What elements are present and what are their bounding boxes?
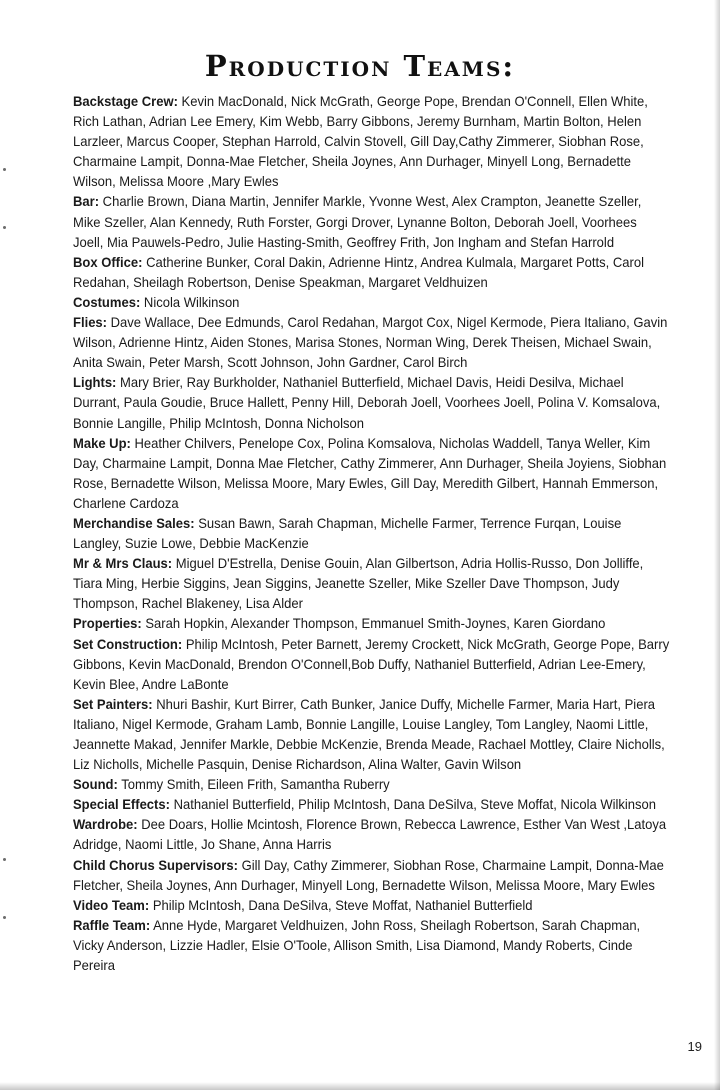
team-entry	[73, 915, 670, 975]
team-name: Sound:	[73, 776, 118, 793]
team-entry	[73, 433, 670, 513]
team-members: Dee Doars, Hollie Mcintosh, Florence Brown, Rebecca Lawrence, Esther Van West ,Latoya Adridge, Naomi Little, Jo Shane, Anna Harris	[73, 816, 667, 853]
team-entry	[73, 694, 670, 774]
team-name: Bar:	[73, 193, 100, 210]
team-members: Philip McIntosh, Peter Barnett, Jeremy Crockett, Nick McGrath, George Pope, Barry Gibbons, Kevin MacDonald, Brendon O'Connell,Bob Duffy, Nathaniel Butterfield, Adrian Lee-Emery, Kevin Blee, Andre LaBonte	[73, 635, 670, 692]
team-members: Anne Hyde, Margaret Veldhuizen, John Ross, Sheilagh Robertson, Sarah Chapman, Vicky Anderson, Lizzie Hadler, Elsie O'Toole, Allison Smith, Lisa Diamond, Mandy Roberts, Cinde Pereira	[73, 916, 641, 974]
team-entry	[73, 814, 670, 854]
punch-mark	[3, 916, 6, 919]
team-entry	[73, 634, 670, 694]
team-members: Charlie Brown, Diana Martin, Jennifer Markle, Yvonne West, Alex Crampton, Jeanette Szeller, Mike Szeller, Alan Kennedy, Ruth Forster, Gorgi Drover, Lynanne Bolton, Deborah Joell, Voorhees Joell, Mia Pauwels-Pedro, Julie Hasting-Smith, Geoffrey Frith, Jon Ingham and Stefan Harrold	[73, 193, 642, 250]
punch-mark	[3, 168, 6, 171]
team-members: Mary Brier, Ray Burkholder, Nathaniel Butterfield, Michael Davis, Heidi Desilva, Michael Durrant, Paula Goudie, Bruce Hallett, Penny Hill, Deborah Joell, Voorhees Joell, Polina V. Komsalova, Bonnie Langille, Philip McIntosh, Donna Nicholson	[73, 374, 661, 431]
team-entry	[73, 794, 670, 814]
team-entry	[73, 372, 670, 432]
team-members: Nhuri Bashir, Kurt Birrer, Cath Bunker, Janice Duffy, Michelle Farmer, Maria Hart, Piera Italiano, Nigel Kermode, Graham Lamb, Bonnie Langille, Louise Langley, Tom Langley, Naomi Little, Jeannette Makad, Jennifer Markle, Debbie McKenzie, Brenda Meade, Rachael Mottley, Claire Nicholls, Liz Nicholls, Michelle Pasquin, Denise Richardson, Alina Walter, Gavin Wilson	[73, 695, 665, 773]
scan-edge-shadow	[0, 1082, 720, 1090]
team-entry	[73, 252, 670, 292]
team-name: Costumes:	[73, 293, 141, 310]
team-entry	[73, 613, 670, 633]
team-name: Set Construction:	[73, 635, 183, 652]
team-name: Lights:	[73, 374, 117, 391]
team-members: Nicola Wilkinson	[143, 293, 240, 310]
team-name: Set Painters:	[73, 695, 153, 712]
team-members: Nathaniel Butterfield, Philip McIntosh, Dana DeSilva, Steve Moffat, Nicola Wilkinson	[173, 796, 657, 813]
team-members: Tommy Smith, Eileen Frith, Samantha Ruberry	[121, 776, 390, 793]
team-members: Heather Chilvers, Penelope Cox, Polina Komsalova, Nicholas Waddell, Tanya Weller, Kim Day, Charmaine Lampit, Donna Mae Fletcher, Cathy Zimmerer, Ann Durhager, Sheila Joyiens, Siobhan Rose, Bernadette Wilson, Melissa Moore, Mary Ewles, Gill Day, Meredith Gilbert, Hannah Emmerson, Charlene Cardoza	[73, 434, 667, 511]
team-name: Flies:	[73, 314, 108, 331]
team-entry	[73, 513, 670, 553]
team-members: Kevin MacDonald, Nick McGrath, George Pope, Brendan O'Connell, Ellen White, Rich Lathan, Adrian Lee Emery, Kim Webb, Barry Gibbons, Jeremy Burnham, Martin Bolton, Helen Larzleer, Marcus Cooper, Stephan Harrold, Calvin Stovell, Gill Day,Cathy Zimmerer, Siobhan Rose, Charmaine Lampit, Donna-Mae Fletcher, Sheila Joynes, Ann Durhager, Minyell Long, Bernadette Wilson, Melissa Moore ,Mary Ewles	[73, 93, 648, 190]
page-number: 19	[687, 1039, 702, 1054]
team-members: Susan Bawn, Sarah Chapman, Michelle Farmer, Terrence Furqan, Louise Langley, Suzie Lowe, Debbie MacKenzie	[73, 514, 622, 552]
punch-mark	[3, 858, 6, 861]
team-name: Mr & Mrs Claus:	[73, 555, 173, 572]
team-name: Video Team:	[73, 896, 150, 913]
team-name: Merchandise Sales:	[73, 514, 195, 531]
team-entry	[73, 91, 670, 191]
team-members: Gill Day, Cathy Zimmerer, Siobhan Rose, Charmaine Lampit, Donna-Mae Fletcher, Sheila Joynes, Ann Durhager, Minyell Long, Bernadette Wilson, Melissa Moore, Mary Ewles	[73, 856, 664, 893]
scan-edge-shadow	[714, 0, 720, 1090]
team-entry	[73, 553, 670, 613]
team-name: Wardrobe:	[73, 816, 138, 833]
team-entry	[73, 312, 670, 372]
team-entry	[73, 895, 670, 915]
team-entry	[73, 292, 670, 312]
team-name: Special Effects:	[73, 796, 170, 813]
team-name: Make Up:	[73, 434, 131, 451]
team-list	[73, 91, 670, 975]
team-members: Miguel D'Estrella, Denise Gouin, Alan Gilbertson, Adria Hollis-Russo, Don Jolliffe, Tiara Ming, Herbie Siggins, Jean Siggins, Jeanette Szeller, Mike Szeller Dave Thompson, Judy Thompson, Rachel Blakeney, Lisa Alder	[73, 555, 644, 612]
punch-mark	[3, 226, 6, 229]
team-name: Raffle Team:	[73, 916, 151, 933]
team-entry	[73, 855, 670, 895]
team-entry	[73, 191, 670, 251]
team-members: Philip McIntosh, Dana DeSilva, Steve Moffat, Nathaniel Butterfield	[152, 896, 533, 913]
team-members: Catherine Bunker, Coral Dakin, Adrienne Hintz, Andrea Kulmala, Margaret Potts, Carol Redahan, Sheilagh Robertson, Denise Speakman, Margaret Veldhuizen	[73, 253, 644, 290]
team-name: Properties:	[73, 615, 142, 632]
team-entry	[73, 774, 670, 794]
team-name: Box Office:	[73, 253, 143, 270]
team-name: Backstage Crew:	[73, 93, 178, 109]
team-name: Child Chorus Supervisors:	[73, 856, 238, 873]
team-members: Dave Wallace, Dee Edmunds, Carol Redahan, Margot Cox, Nigel Kermode, Piera Italiano, Gavin Wilson, Adrienne Hintz, Aiden Stones, Marisa Stones, Norman Wing, Derek Theisen, Michael Swain, Anita Swain, Peter Marsh, Scott Johnson, John Gardner, Carol Birch	[73, 314, 668, 371]
team-members: Sarah Hopkin, Alexander Thompson, Emmanuel Smith-Joynes, Karen Giordano	[145, 615, 606, 632]
page-title: Production Teams:	[204, 49, 516, 84]
